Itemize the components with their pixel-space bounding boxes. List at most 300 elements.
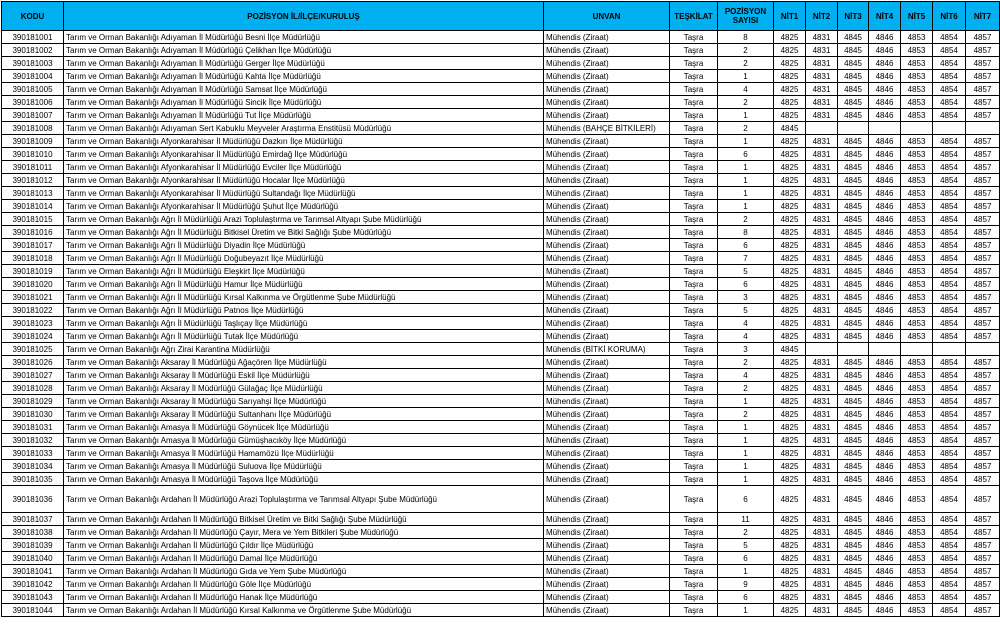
cell-nit4: 4846 bbox=[869, 239, 901, 252]
cell-nit2: 4831 bbox=[806, 434, 838, 447]
cell-unvan: Mühendis (Ziraat) bbox=[544, 174, 670, 187]
table-row bbox=[2, 265, 1000, 278]
cell-nit6: 4854 bbox=[933, 83, 966, 96]
cell-nit5: 4853 bbox=[901, 252, 933, 265]
cell-nit7: 4857 bbox=[966, 395, 1000, 408]
cell-unvan: Mühendis (Ziraat) bbox=[544, 70, 670, 83]
cell-nit3: 4845 bbox=[838, 604, 869, 617]
cell-sayi: 2 bbox=[718, 408, 774, 421]
cell-nit5: 4853 bbox=[901, 96, 933, 109]
cell-nit5: 4853 bbox=[901, 57, 933, 70]
cell-nit4: 4846 bbox=[869, 187, 901, 200]
cell-nit7: 4857 bbox=[966, 434, 1000, 447]
cell-kodu: 390181032 bbox=[2, 434, 64, 447]
cell-teskilat: Taşra bbox=[670, 213, 718, 226]
cell-teskilat: Taşra bbox=[670, 382, 718, 395]
cell-nit5: 4853 bbox=[901, 434, 933, 447]
cell-sayi: 6 bbox=[718, 239, 774, 252]
cell-nit2: 4831 bbox=[806, 408, 838, 421]
cell-sayi: 1 bbox=[718, 604, 774, 617]
table-row bbox=[2, 148, 1000, 161]
cell-nit7: 4857 bbox=[966, 70, 1000, 83]
cell-nit5: 4853 bbox=[901, 460, 933, 473]
cell-unvan: Mühendis (Ziraat) bbox=[544, 369, 670, 382]
cell-nit3: 4845 bbox=[838, 408, 869, 421]
cell-teskilat: Taşra bbox=[670, 83, 718, 96]
cell-nit6: 4854 bbox=[933, 70, 966, 83]
cell-teskilat: Taşra bbox=[670, 604, 718, 617]
cell-unvan: Mühendis (Ziraat) bbox=[544, 408, 670, 421]
cell-nit2: 4831 bbox=[806, 226, 838, 239]
cell-sayi: 8 bbox=[718, 226, 774, 239]
cell-nit3: 4845 bbox=[838, 187, 869, 200]
cell-unvan: Mühendis (Ziraat) bbox=[544, 161, 670, 174]
cell-nit1: 4825 bbox=[774, 565, 806, 578]
cell-kodu: 390181018 bbox=[2, 252, 64, 265]
cell-nit1: 4825 bbox=[774, 369, 806, 382]
cell-nit4: 4846 bbox=[869, 96, 901, 109]
cell-nit1: 4825 bbox=[774, 109, 806, 122]
cell-sayi: 5 bbox=[718, 304, 774, 317]
cell-nit6: 4854 bbox=[933, 460, 966, 473]
header-nit3: NİT3 bbox=[838, 2, 869, 31]
cell-nit4: 4846 bbox=[869, 421, 901, 434]
cell-sayi: 1 bbox=[718, 174, 774, 187]
cell-unvan: Mühendis (Ziraat) bbox=[544, 109, 670, 122]
cell-nit7: 4857 bbox=[966, 291, 1000, 304]
cell-nit4 bbox=[869, 343, 901, 356]
cell-nit7: 4857 bbox=[966, 252, 1000, 265]
header-row bbox=[2, 2, 1000, 31]
cell-nit7: 4857 bbox=[966, 161, 1000, 174]
cell-pozisyon: Tarım ve Orman Bakanlığı Aksaray İl Müdürlüğü Ağaçören İlçe Müdürlüğü bbox=[64, 356, 544, 369]
cell-teskilat: Taşra bbox=[670, 291, 718, 304]
cell-nit4: 4846 bbox=[869, 552, 901, 565]
cell-sayi: 1 bbox=[718, 70, 774, 83]
cell-teskilat: Taşra bbox=[670, 31, 718, 44]
cell-nit4: 4846 bbox=[869, 447, 901, 460]
cell-unvan: Mühendis (Ziraat) bbox=[544, 486, 670, 513]
cell-nit3: 4845 bbox=[838, 513, 869, 526]
cell-pozisyon: Tarım ve Orman Bakanlığı Adıyaman İl Müdürlüğü Samsat İlçe Müdürlüğü bbox=[64, 83, 544, 96]
header-nit2: NİT2 bbox=[806, 2, 838, 31]
table-row bbox=[2, 604, 1000, 617]
cell-teskilat: Taşra bbox=[670, 473, 718, 486]
cell-kodu: 390181011 bbox=[2, 161, 64, 174]
cell-nit1: 4825 bbox=[774, 70, 806, 83]
cell-nit4: 4846 bbox=[869, 591, 901, 604]
cell-nit4: 4846 bbox=[869, 408, 901, 421]
cell-nit3: 4845 bbox=[838, 226, 869, 239]
cell-nit2: 4831 bbox=[806, 83, 838, 96]
cell-nit5: 4853 bbox=[901, 135, 933, 148]
cell-unvan: Mühendis (Ziraat) bbox=[544, 265, 670, 278]
cell-nit7: 4857 bbox=[966, 31, 1000, 44]
cell-nit4: 4846 bbox=[869, 161, 901, 174]
table-row bbox=[2, 447, 1000, 460]
cell-pozisyon: Tarım ve Orman Bakanlığı Ardahan İl Müdürlüğü Bitkisel Üretim ve Bitki Sağlığı Şube Müdürlüğü bbox=[64, 513, 544, 526]
table-row bbox=[2, 122, 1000, 135]
cell-pozisyon: Tarım ve Orman Bakanlığı Ağrı İl Müdürlüğü Doğubeyazıt İlçe Müdürlüğü bbox=[64, 252, 544, 265]
cell-nit4: 4846 bbox=[869, 109, 901, 122]
cell-nit1: 4825 bbox=[774, 539, 806, 552]
cell-teskilat: Taşra bbox=[670, 565, 718, 578]
cell-nit1: 4825 bbox=[774, 356, 806, 369]
cell-sayi: 1 bbox=[718, 565, 774, 578]
cell-nit1: 4825 bbox=[774, 213, 806, 226]
cell-kodu: 390181042 bbox=[2, 578, 64, 591]
cell-nit3: 4845 bbox=[838, 265, 869, 278]
cell-teskilat: Taşra bbox=[670, 552, 718, 565]
table-row bbox=[2, 369, 1000, 382]
cell-teskilat: Taşra bbox=[670, 578, 718, 591]
cell-pozisyon: Tarım ve Orman Bakanlığı Amasya İl Müdürlüğü Taşova İlçe Müdürlüğü bbox=[64, 473, 544, 486]
cell-pozisyon: Tarım ve Orman Bakanlığı Ardahan İl Müdürlüğü Hanak İlçe Müdürlüğü bbox=[64, 591, 544, 604]
table-row bbox=[2, 161, 1000, 174]
cell-nit1: 4825 bbox=[774, 382, 806, 395]
table-row bbox=[2, 330, 1000, 343]
cell-nit7: 4857 bbox=[966, 473, 1000, 486]
cell-kodu: 390181004 bbox=[2, 70, 64, 83]
cell-nit7: 4857 bbox=[966, 57, 1000, 70]
cell-teskilat: Taşra bbox=[670, 317, 718, 330]
cell-unvan: Mühendis (Ziraat) bbox=[544, 434, 670, 447]
cell-nit7: 4857 bbox=[966, 135, 1000, 148]
cell-kodu: 390181021 bbox=[2, 291, 64, 304]
cell-unvan: Mühendis (Ziraat) bbox=[544, 304, 670, 317]
cell-nit3 bbox=[838, 343, 869, 356]
table-row bbox=[2, 109, 1000, 122]
cell-nit2: 4831 bbox=[806, 382, 838, 395]
cell-unvan: Mühendis (Ziraat) bbox=[544, 239, 670, 252]
cell-pozisyon: Tarım ve Orman Bakanlığı Ardahan İl Müdürlüğü Arazi Toplulaştırma ve Tarımsal Altyapı Şube Müdürlüğü bbox=[64, 486, 544, 513]
cell-nit2: 4831 bbox=[806, 174, 838, 187]
cell-sayi: 7 bbox=[718, 252, 774, 265]
cell-nit1: 4825 bbox=[774, 31, 806, 44]
cell-unvan: Mühendis (Ziraat) bbox=[544, 382, 670, 395]
cell-nit4: 4846 bbox=[869, 278, 901, 291]
cell-nit3: 4845 bbox=[838, 174, 869, 187]
cell-kodu: 390181005 bbox=[2, 83, 64, 96]
cell-unvan: Mühendis (Ziraat) bbox=[544, 96, 670, 109]
cell-nit3: 4845 bbox=[838, 473, 869, 486]
cell-pozisyon: Tarım ve Orman Bakanlığı Adıyaman İl Müdürlüğü Tut İlçe Müdürlüğü bbox=[64, 109, 544, 122]
cell-sayi: 3 bbox=[718, 291, 774, 304]
cell-nit7: 4857 bbox=[966, 578, 1000, 591]
cell-kodu: 390181041 bbox=[2, 565, 64, 578]
cell-unvan: Mühendis (Ziraat) bbox=[544, 252, 670, 265]
header-unvan: UNVAN bbox=[544, 2, 670, 31]
cell-nit7: 4857 bbox=[966, 239, 1000, 252]
cell-nit3: 4845 bbox=[838, 317, 869, 330]
cell-sayi: 1 bbox=[718, 434, 774, 447]
cell-pozisyon: Tarım ve Orman Bakanlığı Amasya İl Müdürlüğü Göynücek İlçe Müdürlüğü bbox=[64, 421, 544, 434]
table-row bbox=[2, 526, 1000, 539]
cell-pozisyon: Tarım ve Orman Bakanlığı Ağrı İl Müdürlüğü Kırsal Kalkınma ve Örgütlenme Şube Müdürlüğü bbox=[64, 291, 544, 304]
cell-nit6: 4854 bbox=[933, 382, 966, 395]
cell-teskilat: Taşra bbox=[670, 187, 718, 200]
cell-nit5: 4853 bbox=[901, 31, 933, 44]
cell-nit4: 4846 bbox=[869, 486, 901, 513]
cell-nit7: 4857 bbox=[966, 408, 1000, 421]
cell-nit3: 4845 bbox=[838, 421, 869, 434]
cell-sayi: 6 bbox=[718, 552, 774, 565]
cell-nit1: 4845 bbox=[774, 343, 806, 356]
cell-nit6: 4854 bbox=[933, 252, 966, 265]
cell-nit2: 4831 bbox=[806, 591, 838, 604]
cell-nit4: 4846 bbox=[869, 369, 901, 382]
cell-teskilat: Taşra bbox=[670, 239, 718, 252]
cell-pozisyon: Tarım ve Orman Bakanlığı Ağrı Zirai Karantina Müdürlüğü bbox=[64, 343, 544, 356]
table-row bbox=[2, 83, 1000, 96]
cell-nit6: 4854 bbox=[933, 187, 966, 200]
cell-nit6: 4854 bbox=[933, 578, 966, 591]
cell-nit7: 4857 bbox=[966, 447, 1000, 460]
cell-nit2: 4831 bbox=[806, 578, 838, 591]
table-row bbox=[2, 44, 1000, 57]
cell-nit6: 4854 bbox=[933, 265, 966, 278]
cell-kodu: 390181003 bbox=[2, 57, 64, 70]
cell-kodu: 390181039 bbox=[2, 539, 64, 552]
cell-kodu: 390181020 bbox=[2, 278, 64, 291]
cell-nit7: 4857 bbox=[966, 369, 1000, 382]
cell-pozisyon: Tarım ve Orman Bakanlığı Amasya İl Müdürlüğü Suluova İlçe Müdürlüğü bbox=[64, 460, 544, 473]
cell-nit4: 4846 bbox=[869, 473, 901, 486]
cell-sayi: 4 bbox=[718, 369, 774, 382]
cell-kodu: 390181035 bbox=[2, 473, 64, 486]
table-row bbox=[2, 31, 1000, 44]
cell-nit7: 4857 bbox=[966, 552, 1000, 565]
cell-nit5: 4853 bbox=[901, 552, 933, 565]
cell-nit6: 4854 bbox=[933, 408, 966, 421]
cell-nit4: 4846 bbox=[869, 565, 901, 578]
cell-kodu: 390181044 bbox=[2, 604, 64, 617]
cell-pozisyon: Tarım ve Orman Bakanlığı Ağrı İl Müdürlüğü Patnos İlçe Müdürlüğü bbox=[64, 304, 544, 317]
cell-nit3: 4845 bbox=[838, 460, 869, 473]
cell-nit6: 4854 bbox=[933, 356, 966, 369]
cell-nit1: 4825 bbox=[774, 148, 806, 161]
cell-nit7: 4857 bbox=[966, 317, 1000, 330]
cell-nit7: 4857 bbox=[966, 200, 1000, 213]
table-row bbox=[2, 578, 1000, 591]
cell-nit7: 4857 bbox=[966, 539, 1000, 552]
cell-nit4: 4846 bbox=[869, 526, 901, 539]
cell-teskilat: Taşra bbox=[670, 57, 718, 70]
cell-unvan: Mühendis (Ziraat) bbox=[544, 447, 670, 460]
cell-nit6 bbox=[933, 122, 966, 135]
cell-pozisyon: Tarım ve Orman Bakanlığı Ardahan İl Müdürlüğü Göle İlçe Müdürlüğü bbox=[64, 578, 544, 591]
cell-nit4: 4846 bbox=[869, 434, 901, 447]
cell-nit7: 4857 bbox=[966, 44, 1000, 57]
cell-nit2 bbox=[806, 343, 838, 356]
cell-nit1: 4825 bbox=[774, 44, 806, 57]
cell-teskilat: Taşra bbox=[670, 408, 718, 421]
cell-nit4: 4846 bbox=[869, 148, 901, 161]
cell-teskilat: Taşra bbox=[670, 122, 718, 135]
cell-nit6: 4854 bbox=[933, 148, 966, 161]
cell-nit4: 4846 bbox=[869, 265, 901, 278]
cell-nit7: 4857 bbox=[966, 356, 1000, 369]
cell-sayi: 4 bbox=[718, 330, 774, 343]
cell-teskilat: Taşra bbox=[670, 174, 718, 187]
cell-sayi: 1 bbox=[718, 447, 774, 460]
cell-nit2: 4831 bbox=[806, 395, 838, 408]
cell-sayi: 2 bbox=[718, 96, 774, 109]
cell-nit5: 4853 bbox=[901, 526, 933, 539]
cell-nit7: 4857 bbox=[966, 96, 1000, 109]
cell-nit6: 4854 bbox=[933, 291, 966, 304]
cell-nit4 bbox=[869, 122, 901, 135]
table-row bbox=[2, 174, 1000, 187]
cell-unvan: Mühendis (Ziraat) bbox=[544, 604, 670, 617]
cell-unvan: Mühendis (Ziraat) bbox=[544, 83, 670, 96]
cell-nit1: 4825 bbox=[774, 421, 806, 434]
cell-sayi: 1 bbox=[718, 421, 774, 434]
cell-nit5: 4853 bbox=[901, 148, 933, 161]
cell-nit3: 4845 bbox=[838, 291, 869, 304]
cell-teskilat: Taşra bbox=[670, 109, 718, 122]
cell-kodu: 390181030 bbox=[2, 408, 64, 421]
cell-unvan: Mühendis (Ziraat) bbox=[544, 278, 670, 291]
cell-nit4: 4846 bbox=[869, 395, 901, 408]
cell-nit7: 4857 bbox=[966, 526, 1000, 539]
cell-pozisyon: Tarım ve Orman Bakanlığı Ağrı İl Müdürlüğü Arazi Toplulaştırma ve Tarımsal Altyapı Şube Müdürlüğü bbox=[64, 213, 544, 226]
cell-kodu: 390181015 bbox=[2, 213, 64, 226]
cell-sayi: 2 bbox=[718, 44, 774, 57]
cell-kodu: 390181007 bbox=[2, 109, 64, 122]
cell-pozisyon: Tarım ve Orman Bakanlığı Ardahan İl Müdürlüğü Kırsal Kalkınma ve Örgütlenme Şube Müdürlüğü bbox=[64, 604, 544, 617]
cell-nit2: 4831 bbox=[806, 486, 838, 513]
table-row bbox=[2, 591, 1000, 604]
cell-nit1: 4825 bbox=[774, 486, 806, 513]
cell-nit3: 4845 bbox=[838, 486, 869, 513]
cell-nit1: 4825 bbox=[774, 552, 806, 565]
cell-nit2: 4831 bbox=[806, 539, 838, 552]
cell-nit6: 4854 bbox=[933, 591, 966, 604]
cell-nit2: 4831 bbox=[806, 135, 838, 148]
cell-unvan: Mühendis (Ziraat) bbox=[544, 395, 670, 408]
cell-nit2: 4831 bbox=[806, 109, 838, 122]
cell-nit7: 4857 bbox=[966, 187, 1000, 200]
cell-nit6: 4854 bbox=[933, 96, 966, 109]
cell-nit3: 4845 bbox=[838, 70, 869, 83]
cell-sayi: 1 bbox=[718, 460, 774, 473]
cell-pozisyon: Tarım ve Orman Bakanlığı Aksaray İl Müdürlüğü Gülağaç İlçe Müdürlüğü bbox=[64, 382, 544, 395]
cell-kodu: 390181034 bbox=[2, 460, 64, 473]
cell-unvan: Mühendis (Ziraat) bbox=[544, 526, 670, 539]
cell-kodu: 390181026 bbox=[2, 356, 64, 369]
cell-teskilat: Taşra bbox=[670, 226, 718, 239]
cell-pozisyon: Tarım ve Orman Bakanlığı Adıyaman İl Müdürlüğü Sincik İlçe Müdürlüğü bbox=[64, 96, 544, 109]
table-row bbox=[2, 278, 1000, 291]
cell-nit2: 4831 bbox=[806, 44, 838, 57]
cell-pozisyon: Tarım ve Orman Bakanlığı Adıyaman İl Müdürlüğü Kahta İlçe Müdürlüğü bbox=[64, 70, 544, 83]
cell-sayi: 2 bbox=[718, 122, 774, 135]
cell-nit1: 4845 bbox=[774, 122, 806, 135]
cell-nit4: 4846 bbox=[869, 460, 901, 473]
cell-nit1: 4825 bbox=[774, 317, 806, 330]
cell-nit2: 4831 bbox=[806, 460, 838, 473]
cell-nit5: 4853 bbox=[901, 291, 933, 304]
cell-nit3: 4845 bbox=[838, 539, 869, 552]
cell-unvan: Mühendis (Ziraat) bbox=[544, 187, 670, 200]
cell-nit3: 4845 bbox=[838, 57, 869, 70]
cell-nit6: 4854 bbox=[933, 44, 966, 57]
cell-nit1: 4825 bbox=[774, 83, 806, 96]
cell-sayi: 1 bbox=[718, 395, 774, 408]
cell-teskilat: Taşra bbox=[670, 96, 718, 109]
cell-sayi: 5 bbox=[718, 539, 774, 552]
cell-nit4: 4846 bbox=[869, 226, 901, 239]
cell-kodu: 390181023 bbox=[2, 317, 64, 330]
cell-nit5: 4853 bbox=[901, 565, 933, 578]
cell-pozisyon: Tarım ve Orman Bakanlığı Ağrı İl Müdürlüğü Eleşkirt İlçe Müdürlüğü bbox=[64, 265, 544, 278]
cell-kodu: 390181025 bbox=[2, 343, 64, 356]
cell-nit7: 4857 bbox=[966, 565, 1000, 578]
header-nit7: NİT7 bbox=[966, 2, 1000, 31]
cell-nit6: 4854 bbox=[933, 513, 966, 526]
cell-nit2: 4831 bbox=[806, 330, 838, 343]
cell-teskilat: Taşra bbox=[670, 343, 718, 356]
cell-nit4: 4846 bbox=[869, 70, 901, 83]
cell-unvan: Mühendis (Ziraat) bbox=[544, 539, 670, 552]
cell-nit7: 4857 bbox=[966, 226, 1000, 239]
cell-nit3: 4845 bbox=[838, 161, 869, 174]
cell-kodu: 390181001 bbox=[2, 31, 64, 44]
cell-pozisyon: Tarım ve Orman Bakanlığı Ardahan İl Müdürlüğü Gıda ve Yem Şube Müdürlüğü bbox=[64, 565, 544, 578]
cell-pozisyon: Tarım ve Orman Bakanlığı Ağrı İl Müdürlüğü Bitkisel Üretim ve Bitki Sağlığı Şube Müdürlüğü bbox=[64, 226, 544, 239]
cell-sayi: 8 bbox=[718, 31, 774, 44]
cell-nit2: 4831 bbox=[806, 421, 838, 434]
cell-nit6: 4854 bbox=[933, 213, 966, 226]
cell-pozisyon: Tarım ve Orman Bakanlığı Ağrı İl Müdürlüğü Hamur İlçe Müdürlüğü bbox=[64, 278, 544, 291]
cell-sayi: 1 bbox=[718, 473, 774, 486]
cell-nit3: 4845 bbox=[838, 578, 869, 591]
cell-nit6: 4854 bbox=[933, 109, 966, 122]
cell-nit3 bbox=[838, 122, 869, 135]
cell-nit5: 4853 bbox=[901, 278, 933, 291]
cell-nit5: 4853 bbox=[901, 83, 933, 96]
cell-nit6 bbox=[933, 343, 966, 356]
cell-nit7 bbox=[966, 343, 1000, 356]
cell-unvan: Mühendis (Ziraat) bbox=[544, 44, 670, 57]
cell-sayi: 1 bbox=[718, 187, 774, 200]
cell-nit3: 4845 bbox=[838, 565, 869, 578]
cell-nit3: 4845 bbox=[838, 109, 869, 122]
cell-teskilat: Taşra bbox=[670, 513, 718, 526]
cell-unvan: Mühendis (Ziraat) bbox=[544, 330, 670, 343]
cell-sayi: 1 bbox=[718, 109, 774, 122]
cell-nit1: 4825 bbox=[774, 57, 806, 70]
cell-nit5 bbox=[901, 122, 933, 135]
cell-nit6: 4854 bbox=[933, 304, 966, 317]
table-row bbox=[2, 356, 1000, 369]
cell-nit6: 4854 bbox=[933, 369, 966, 382]
cell-unvan: Mühendis (Ziraat) bbox=[544, 291, 670, 304]
cell-nit7: 4857 bbox=[966, 421, 1000, 434]
cell-unvan: Mühendis (Ziraat) bbox=[544, 31, 670, 44]
cell-nit6: 4854 bbox=[933, 161, 966, 174]
cell-nit4: 4846 bbox=[869, 513, 901, 526]
cell-unvan: Mühendis (Ziraat) bbox=[544, 57, 670, 70]
cell-unvan: Mühendis (Ziraat) bbox=[544, 578, 670, 591]
cell-sayi: 5 bbox=[718, 265, 774, 278]
table-row bbox=[2, 552, 1000, 565]
cell-nit2: 4831 bbox=[806, 70, 838, 83]
cell-nit4: 4846 bbox=[869, 252, 901, 265]
cell-nit5: 4853 bbox=[901, 317, 933, 330]
cell-nit2: 4831 bbox=[806, 252, 838, 265]
